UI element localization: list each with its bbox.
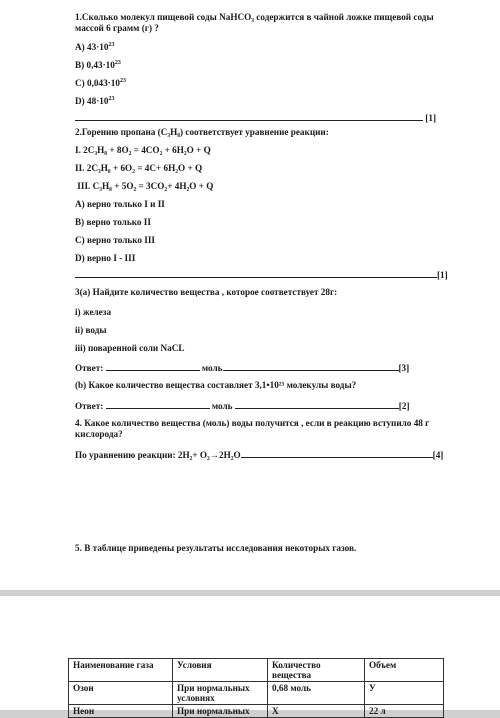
q1-option-b: B) $0,43\cdot 10^{23}$ [75,60,121,70]
cell-volume: У [365,682,444,705]
q2-equation-2: II. 2C₃H₈ + 6O₂ = 4C+ 6H₂O + Q [75,163,203,173]
cell-gas: Озон [69,682,173,705]
cell-conditions: При нормальных условиях [173,682,268,705]
q3-title: 3(a) Найдите количество вещества , которое соответствует 28г: [75,287,338,297]
cell-conditions: При нормальных [173,705,268,718]
cell-amount: 0,68 моль [268,682,365,705]
q1-option-c: C) $0,043\cdot 10^{23}$ [75,78,126,88]
q2-answer-line[interactable] [75,269,448,281]
q1-mark: [1] [425,113,437,123]
q1-option-a: A) $43\cdot 10^{23}$ [75,42,115,52]
cell-amount: Х [268,705,365,718]
header-volume: Объем [365,659,444,682]
q3b-title: (b) Какое количество вещества составляет 3,1•10²³ молекулы воды? [75,380,357,390]
cell-volume: 22 л [365,705,444,718]
q4-mark: [4] [432,450,444,460]
gas-table [68,658,444,718]
table-row [69,682,444,705]
worksheet-page-2 [0,596,500,716]
q3a-answer-row[interactable]: Ответ: моль [3] [75,363,410,373]
cell-gas: Неон [69,705,173,718]
q1-title: 1.Сколько молекул пищевой соды NaHCO₃ содержится в чайной ложке пищевой соды массой 6 грамм (г) ? [75,12,434,33]
table-row [69,705,444,718]
q2-option-d: D) верно I - III [75,253,136,263]
q1-answer-line[interactable] [75,112,436,124]
q5-title: 5. В таблице приведены результаты исследования некоторых газов. [75,543,357,553]
q3b-answer-row[interactable]: Ответ: моль [2] [75,401,410,411]
q2-equation-3: III. C₃H₈ + 5O₂ = 3CO₂+ 4H₂O + Q [75,181,214,191]
q3-item-salt: iii) поваренной соли NaCL [75,343,185,353]
q2-equation-1: I. 2C₃H₈ + 8O₂ = 4CO₂ + 6H₂O + Q [75,145,211,155]
q3-item-iron: i) железа [75,307,112,317]
q4-title: 4. Какое количество вещества (моль) воды получится , если в реакцию вступило 48 г кислорода? [75,418,430,439]
header-gas-name: Наименование газа [69,659,173,682]
q2-option-a: A) верно только I и II [75,199,165,209]
header-amount: Количество вещества [268,659,365,682]
q3b-mark: [2] [398,401,410,411]
q1-option-d: D) $48\cdot 10^{23}$ [75,96,115,106]
q3a-mark: [3] [398,363,410,373]
q3-item-water: ii) воды [75,325,107,335]
header-conditions: Условия [173,659,268,682]
q2-title: 2.Горению пропана (C₃H₈) соответствует уравнение реакции: [75,127,329,137]
q2-mark: [1] [437,270,448,280]
table-header-row [69,659,444,682]
q2-option-b: B) верно только II [75,217,151,227]
q2-option-c: C) верно только III [75,235,155,245]
q4-equation-row[interactable]: По уравнению реакции: 2H₂+ O₂→2H₂O [4] [75,450,444,460]
